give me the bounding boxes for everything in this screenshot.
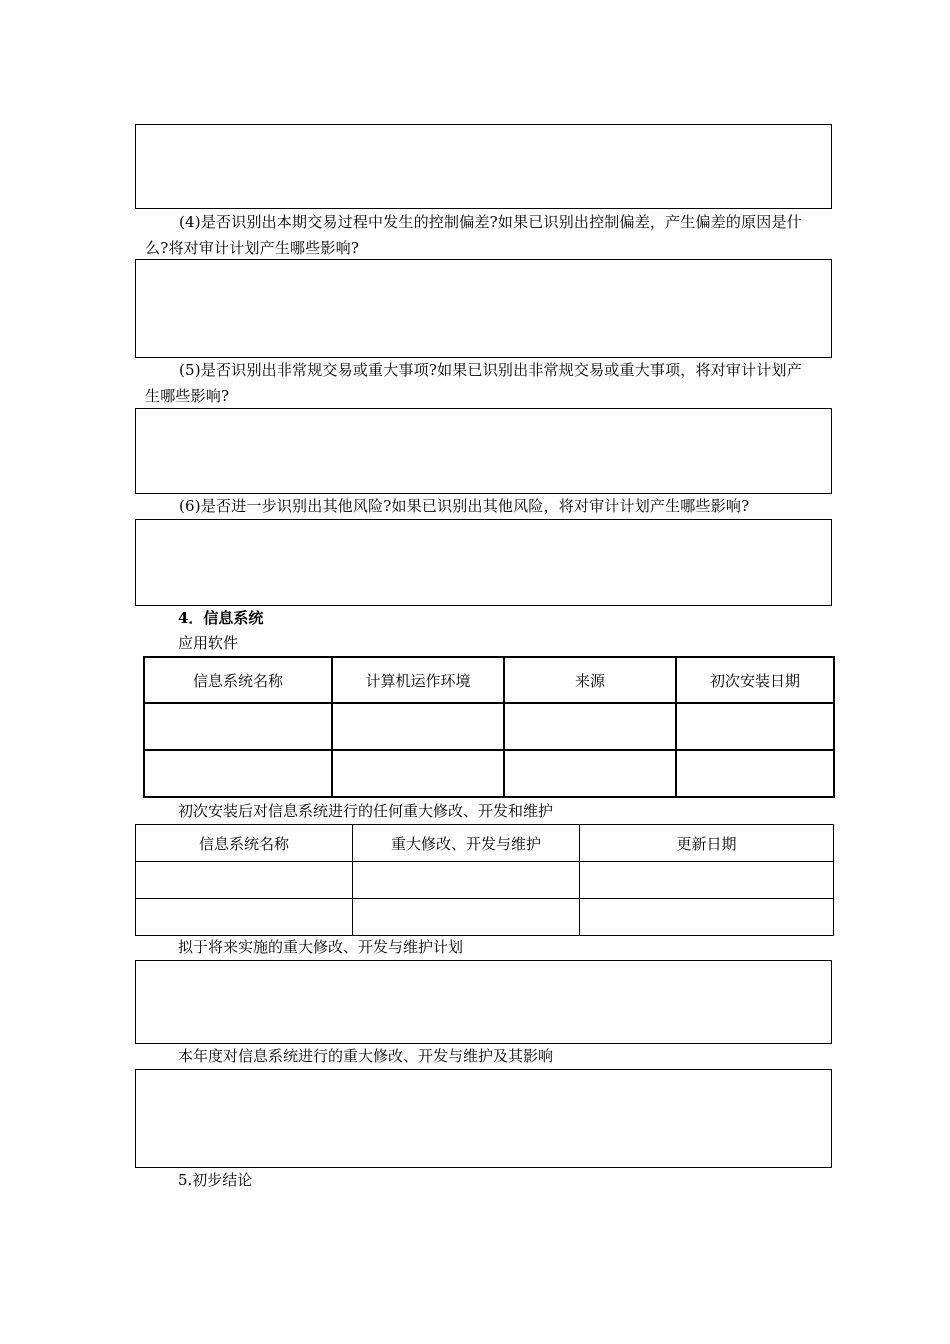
table-cell[interactable] xyxy=(144,750,332,797)
application-software-table xyxy=(143,656,835,798)
table-cell[interactable] xyxy=(676,703,834,750)
future-plan-box[interactable] xyxy=(135,960,832,1044)
table-cell[interactable] xyxy=(504,750,676,797)
table-row xyxy=(144,750,834,797)
table-cell[interactable] xyxy=(136,899,353,936)
section-heading-preliminary-conclusion: 5.初步结论 xyxy=(178,1171,253,1189)
header-source: 来源 xyxy=(504,657,676,703)
this-year-caption: 本年度对信息系统进行的重大修改、开发与维护及其影响 xyxy=(178,1047,554,1065)
answer-box-6[interactable] xyxy=(135,519,832,606)
table-cell[interactable] xyxy=(353,862,580,899)
table-cell[interactable] xyxy=(332,703,504,750)
table-row xyxy=(136,862,834,899)
table-header-row xyxy=(136,825,834,862)
table-cell[interactable] xyxy=(332,750,504,797)
modifications-table xyxy=(135,824,834,936)
header-update-date: 更新日期 xyxy=(580,825,834,862)
answer-box-4[interactable] xyxy=(135,259,832,358)
this-year-box[interactable] xyxy=(135,1069,832,1168)
table-row xyxy=(144,703,834,750)
app-software-label: 应用软件 xyxy=(178,634,239,652)
table-cell[interactable] xyxy=(144,703,332,750)
table-cell[interactable] xyxy=(580,899,834,936)
table-row xyxy=(136,899,834,936)
table-cell[interactable] xyxy=(580,862,834,899)
question-6: (6)是否进一步识别出其他风险?如果已识别出其他风险，将对审计计划产生哪些影响? xyxy=(179,497,750,515)
answer-box-5[interactable] xyxy=(135,408,832,494)
header-system-name: 信息系统名称 xyxy=(136,825,353,862)
header-system-name: 信息系统名称 xyxy=(144,657,332,703)
future-plan-caption: 拟于将来实施的重大修改、开发与维护计划 xyxy=(178,938,464,956)
table-cell[interactable] xyxy=(353,899,580,936)
header-computer-environment: 计算机运作环境 xyxy=(332,657,504,703)
header-modifications: 重大修改、开发与维护 xyxy=(353,825,580,862)
table-header-row xyxy=(144,657,834,703)
table-cell[interactable] xyxy=(136,862,353,899)
table-cell[interactable] xyxy=(676,750,834,797)
header-install-date: 初次安装日期 xyxy=(676,657,834,703)
section-heading-information-system: 4．信息系统 xyxy=(178,609,264,627)
table-cell[interactable] xyxy=(504,703,676,750)
question-5: (5)是否识别出非常规交易或重大事项?如果已识别出非常规交易或重大事项，将对审计计划产生哪些影响? xyxy=(145,361,802,405)
modifications-caption: 初次安装后对信息系统进行的任何重大修改、开发和维护 xyxy=(178,802,554,820)
answer-box-3[interactable] xyxy=(135,124,832,209)
question-4: (4)是否识别出本期交易过程中发生的控制偏差?如果已识别出控制偏差，产生偏差的原因是什么?将对审计计划产生哪些影响? xyxy=(145,213,802,257)
